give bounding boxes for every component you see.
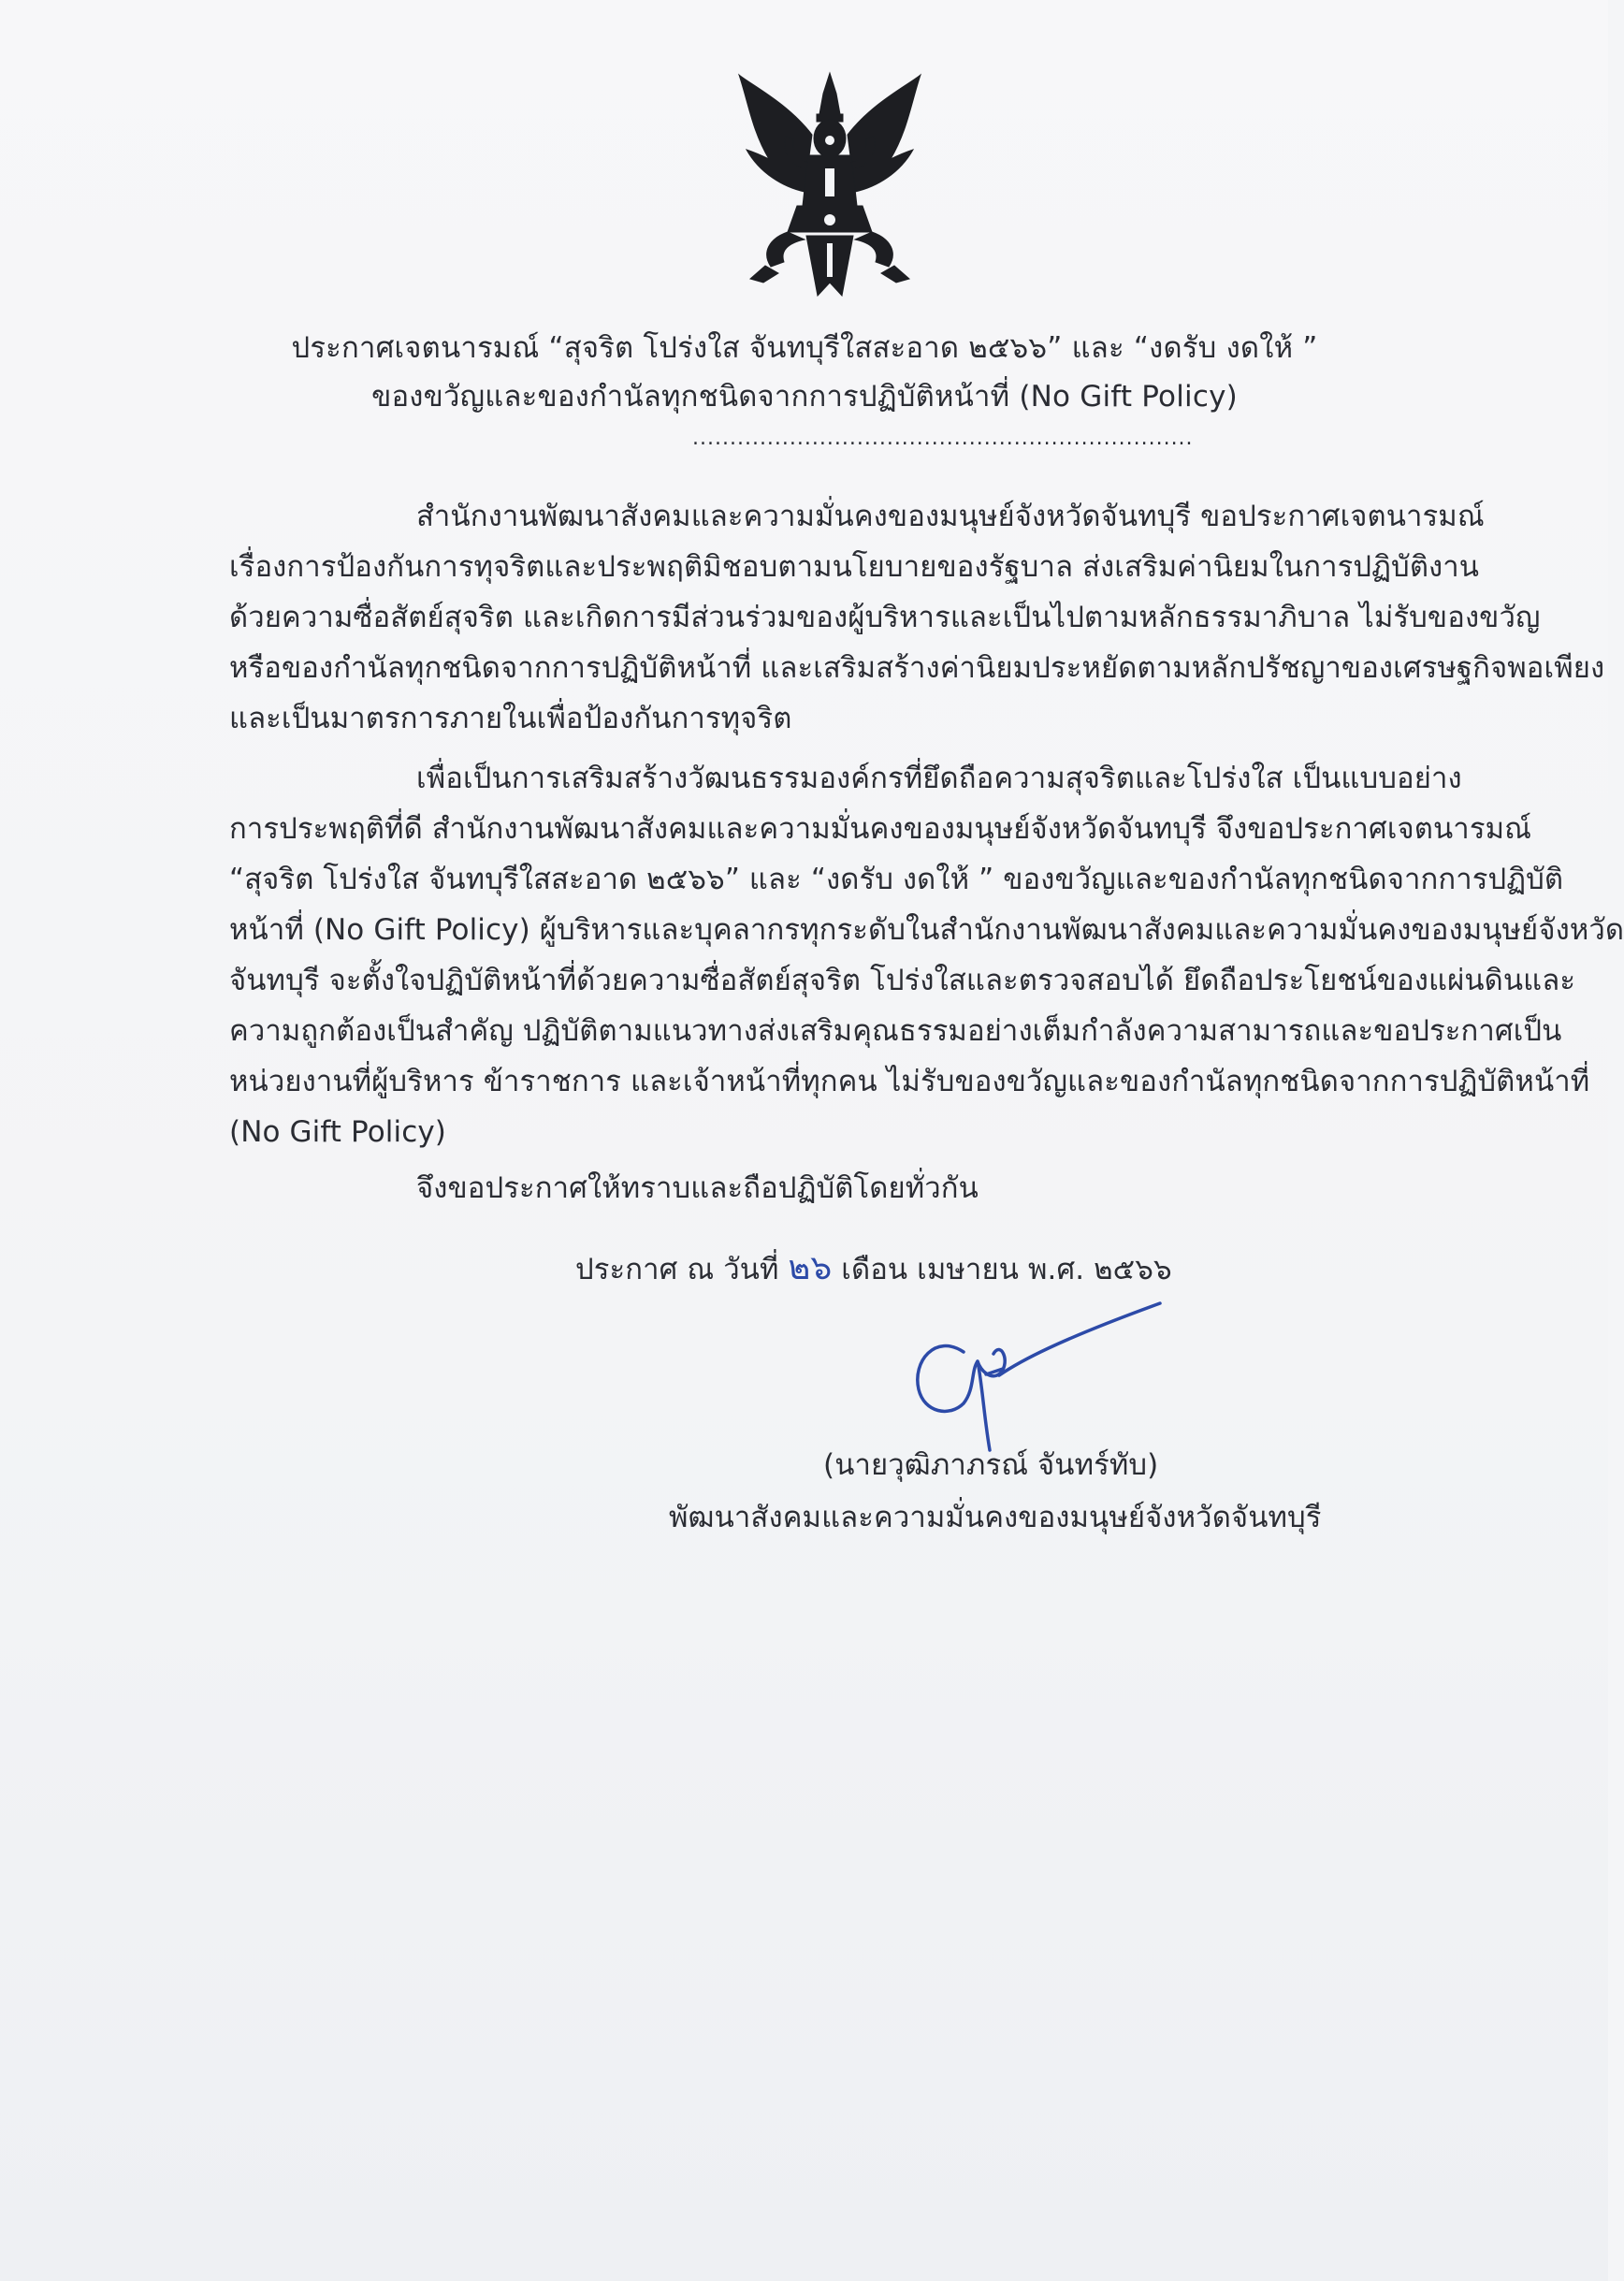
garuda-emblem-icon bbox=[732, 65, 928, 309]
paragraph-2-line: ความถูกต้องเป็นสำคัญ ปฏิบัติตามแนวทางส่งเสริมคุณธรรมอย่างเต็มกำลังความสามารถและขอประกาศเป็น bbox=[229, 1014, 1562, 1048]
paragraph-2-line: หน่วยงานที่ผู้บริหาร ข้าราชการ และเจ้าหน้าที่ทุกคน ไม่รับของขวัญและของกำนัลทุกชนิดจากการปฏิบัติหน้าที่ bbox=[229, 1065, 1590, 1098]
paragraph-2-line: จันทบุรี จะตั้งใจปฏิบัติหน้าที่ด้วยความซื่อสัตย์สุจริต โปร่งใสและตรวจสอบได้ ยึดถือประโยชน์ของแผ่นดินและ bbox=[229, 964, 1576, 997]
paragraph-2-line: (No Gift Policy) bbox=[229, 1115, 446, 1149]
announcement-date bbox=[575, 1244, 1172, 1294]
paragraph-2-line: หน้าที่ (No Gift Policy) ผู้บริหารและบุคลากรทุกระดับในสำนักงานพัฒนาสังคมและความมั่นคงของมนุษย์จังหวัด bbox=[229, 913, 1624, 947]
announcement-title-line-2: ของขวัญและของกำนัลทุกชนิดจากการปฏิบัติหน้าที่ (No Gift Policy) bbox=[371, 380, 1238, 414]
paragraph-1-line: ด้วยความซื่อสัตย์สุจริต และเกิดการมีส่วนร่วมของผู้บริหารและเป็นไปตามหลักธรรมาภิบาล ไม่รับของขวัญ bbox=[229, 601, 1541, 634]
date-prefix: ประกาศ ณ วันที่ bbox=[575, 1253, 779, 1286]
paragraph-1-line: เรื่องการป้องกันการทุจริตและประพฤติมิชอบตามนโยบายของรัฐบาล ส่งเสริมค่านิยมในการปฏิบัติงาน bbox=[229, 550, 1480, 584]
paragraph-1-line: หรือของกำนัลทุกชนิดจากการปฏิบัติหน้าที่ และเสริมสร้างค่านิยมประหยัดตามหลักปรัชญาของเศรษฐกิจพอเพียง bbox=[229, 651, 1605, 685]
handwritten-signature-icon bbox=[907, 1296, 1179, 1464]
paragraph-2-line: “สุจริต โปร่งใส จันทบุรีใสสะอาด ๒๕๖๖” และ “งดรับ งดให้ ” ของขวัญและของกำนัลทุกชนิดจากการปฏิบัติ bbox=[229, 863, 1564, 896]
date-suffix: เดือน เมษายน พ.ศ. ๒๕๖๖ bbox=[841, 1253, 1172, 1286]
closing-statement: จึงขอประกาศให้ทราบและถือปฏิบัติโดยทั่วกัน bbox=[416, 1171, 979, 1205]
signatory-name: (นายวุฒิภาภรณ์ จันทร์ทับ) bbox=[823, 1448, 1159, 1482]
signatory-position: พัฒนาสังคมและความมั่นคงของมนุษย์จังหวัดจันทบุรี bbox=[669, 1501, 1322, 1534]
date-day: ๒๖ bbox=[788, 1249, 833, 1287]
paragraph-2-line: เพื่อเป็นการเสริมสร้างวัฒนธรรมองค์กรที่ยึดถือความสุจริตและโปร่งใส เป็นแบบอย่าง bbox=[416, 762, 1462, 795]
announcement-title-line-1: ประกาศเจตนารมณ์ “สุจริต โปร่งใส จันทบุรีใสสะอาด ๒๕๖๖” และ “งดรับ งดให้ ” bbox=[291, 331, 1318, 365]
paragraph-2-line: การประพฤติที่ดี สำนักงานพัฒนาสังคมและความมั่นคงของมนุษย์จังหวัดจันทบุรี จึงขอประกาศเจตนารมณ์ bbox=[229, 812, 1531, 846]
title-separator: ................................................................... bbox=[692, 427, 1194, 450]
paragraph-1-line: และเป็นมาตรการภายในเพื่อป้องกันการทุจริต bbox=[229, 702, 792, 735]
paragraph-1-line: สำนักงานพัฒนาสังคมและความมั่นคงของมนุษย์จังหวัดจันทบุรี ขอประกาศเจตนารมณ์ bbox=[416, 500, 1485, 533]
